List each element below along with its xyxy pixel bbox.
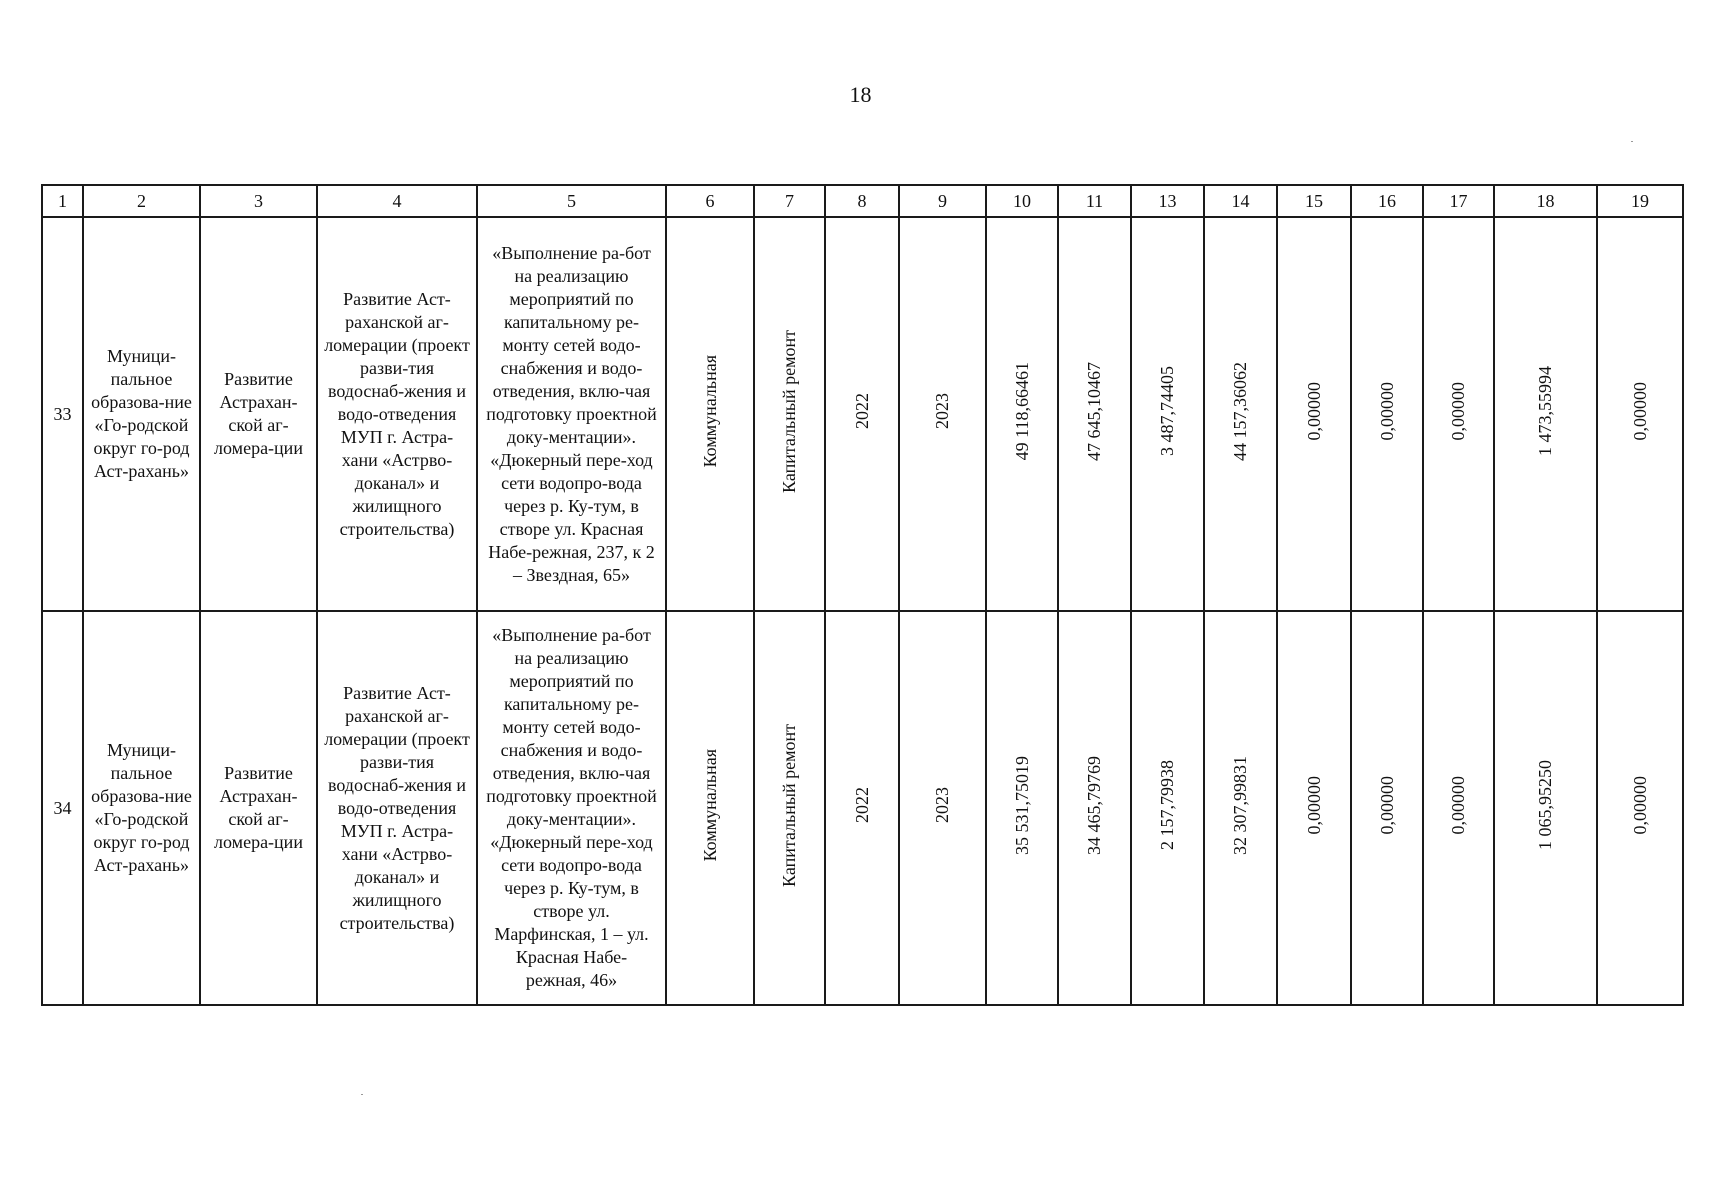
col17-value: 0,00000 — [1448, 775, 1468, 835]
year-start-cell — [825, 611, 899, 1005]
scan-speck — [361, 1094, 363, 1095]
page-number: 18 — [849, 82, 872, 107]
sector-text: Коммунальная — [699, 748, 720, 862]
col18-cell — [1494, 611, 1597, 1005]
col19-cell — [1597, 611, 1683, 1005]
col15-cell — [1277, 217, 1351, 611]
col19-value: 0,00000 — [1629, 381, 1650, 441]
row-number: 33 — [42, 217, 83, 611]
col-header: 5 — [477, 185, 666, 217]
col17-cell — [1423, 611, 1494, 1005]
col19-cell — [1597, 217, 1683, 611]
col-header: 15 — [1277, 185, 1351, 217]
col-header: 6 — [666, 185, 754, 217]
col15-value: 0,00000 — [1303, 381, 1324, 441]
object-cell: «Выполнение ра-бот на реализацию мероприятий по капитальному ре-монту сетей водо-снабжения и водо-отведения, вклю-чая подготовку проектной доку-ментации». «Дюкерный пере-ход сети водопро-вода через р. Ку-тум, в створе ул. Марфинская, 1 – ул. Красная Набе-режная, 46» — [477, 611, 666, 1005]
col17-cell — [1423, 217, 1494, 611]
col14-value: 32 307,99831 — [1230, 755, 1250, 855]
col16-value: 0,00000 — [1376, 775, 1397, 835]
col-header: 7 — [754, 185, 825, 217]
sector-cell — [666, 217, 754, 611]
col13-cell — [1131, 217, 1204, 611]
col18-cell — [1494, 217, 1597, 611]
col11-value: 47 645,10467 — [1084, 361, 1104, 461]
project-cell: Развитие Аст-раханской аг-ломерации (проект разви-тия водоснаб-жения и водо-отведения МУП г. Астра-хани «Астрво-доканал» и жилищного строительства) — [317, 217, 477, 611]
col10-cell — [986, 217, 1058, 611]
col-header: 19 — [1597, 185, 1683, 217]
municipality-cell: Муници-пальное образова-ние «Го-родской округ го-род Аст-рахань» — [83, 217, 200, 611]
col19-value: 0,00000 — [1629, 775, 1650, 835]
work-type-cell — [754, 611, 825, 1005]
year-end-text: 2023 — [932, 393, 952, 429]
data-table — [41, 184, 1684, 1006]
col-header: 1 — [42, 185, 83, 217]
program-cell: Развитие Астрахан-ской аг-ломера-ции — [200, 611, 317, 1005]
sector-text: Коммунальная — [699, 354, 720, 468]
col16-value: 0,00000 — [1376, 381, 1397, 441]
col-header: 16 — [1351, 185, 1423, 217]
year-start-cell — [825, 217, 899, 611]
work-type-text: Капитальный ремонт — [779, 723, 799, 887]
object-cell: «Выполнение ра-бот на реализацию мероприятий по капитальному ре-монту сетей водо-снабжения и водо-отведения, вклю-чая подготовку проектной доку-ментации». «Дюкерный пере-ход сети водопро-вода через р. Ку-тум, в створе ул. Красная Набе-режная, 237, к 2 – Звездная, 65» — [477, 217, 666, 611]
col-header: 11 — [1058, 185, 1131, 217]
col-header: 8 — [825, 185, 899, 217]
col16-cell — [1351, 217, 1423, 611]
program-cell: Развитие Астрахан-ской аг-ломера-ции — [200, 217, 317, 611]
col18-value: 1 065,95250 — [1535, 760, 1555, 850]
table-row — [42, 611, 1683, 1005]
col-header: 18 — [1494, 185, 1597, 217]
year-end-text: 2023 — [932, 787, 952, 823]
col15-value: 0,00000 — [1303, 775, 1324, 835]
year-end-cell — [899, 611, 986, 1005]
year-start-text: 2022 — [851, 393, 872, 429]
scan-speck — [1631, 141, 1633, 142]
col13-value: 2 157,79938 — [1157, 760, 1177, 850]
year-end-cell — [899, 217, 986, 611]
header-row — [42, 185, 1683, 217]
work-type-cell — [754, 217, 825, 611]
col11-value: 34 465,79769 — [1084, 755, 1104, 855]
col14-cell — [1204, 611, 1277, 1005]
col10-value: 49 118,66461 — [1011, 361, 1032, 461]
col17-value: 0,00000 — [1448, 381, 1468, 441]
col14-value: 44 157,36062 — [1230, 361, 1250, 461]
col-header: 4 — [317, 185, 477, 217]
col14-cell — [1204, 217, 1277, 611]
row-number: 34 — [42, 611, 83, 1005]
project-cell: Развитие Аст-раханской аг-ломерации (проект разви-тия водоснаб-жения и водо-отведения МУП г. Астра-хани «Астрво-доканал» и жилищного строительства) — [317, 611, 477, 1005]
col18-value: 1 473,55994 — [1535, 366, 1555, 456]
col11-cell — [1058, 217, 1131, 611]
col16-cell — [1351, 611, 1423, 1005]
year-start-text: 2022 — [851, 787, 872, 823]
col13-value: 3 487,74405 — [1157, 366, 1177, 456]
col-header: 17 — [1423, 185, 1494, 217]
col-header: 2 — [83, 185, 200, 217]
col13-cell — [1131, 611, 1204, 1005]
col10-cell — [986, 611, 1058, 1005]
col15-cell — [1277, 611, 1351, 1005]
sector-cell — [666, 611, 754, 1005]
col-header: 13 — [1131, 185, 1204, 217]
table-row — [42, 217, 1683, 611]
municipality-cell: Муници-пальное образова-ние «Го-родской округ го-род Аст-рахань» — [83, 611, 200, 1005]
work-type-text: Капитальный ремонт — [779, 329, 799, 493]
col-header: 3 — [200, 185, 317, 217]
col10-value: 35 531,75019 — [1011, 755, 1032, 855]
col-header: 9 — [899, 185, 986, 217]
col-header: 14 — [1204, 185, 1277, 217]
col11-cell — [1058, 611, 1131, 1005]
col-header: 10 — [986, 185, 1058, 217]
